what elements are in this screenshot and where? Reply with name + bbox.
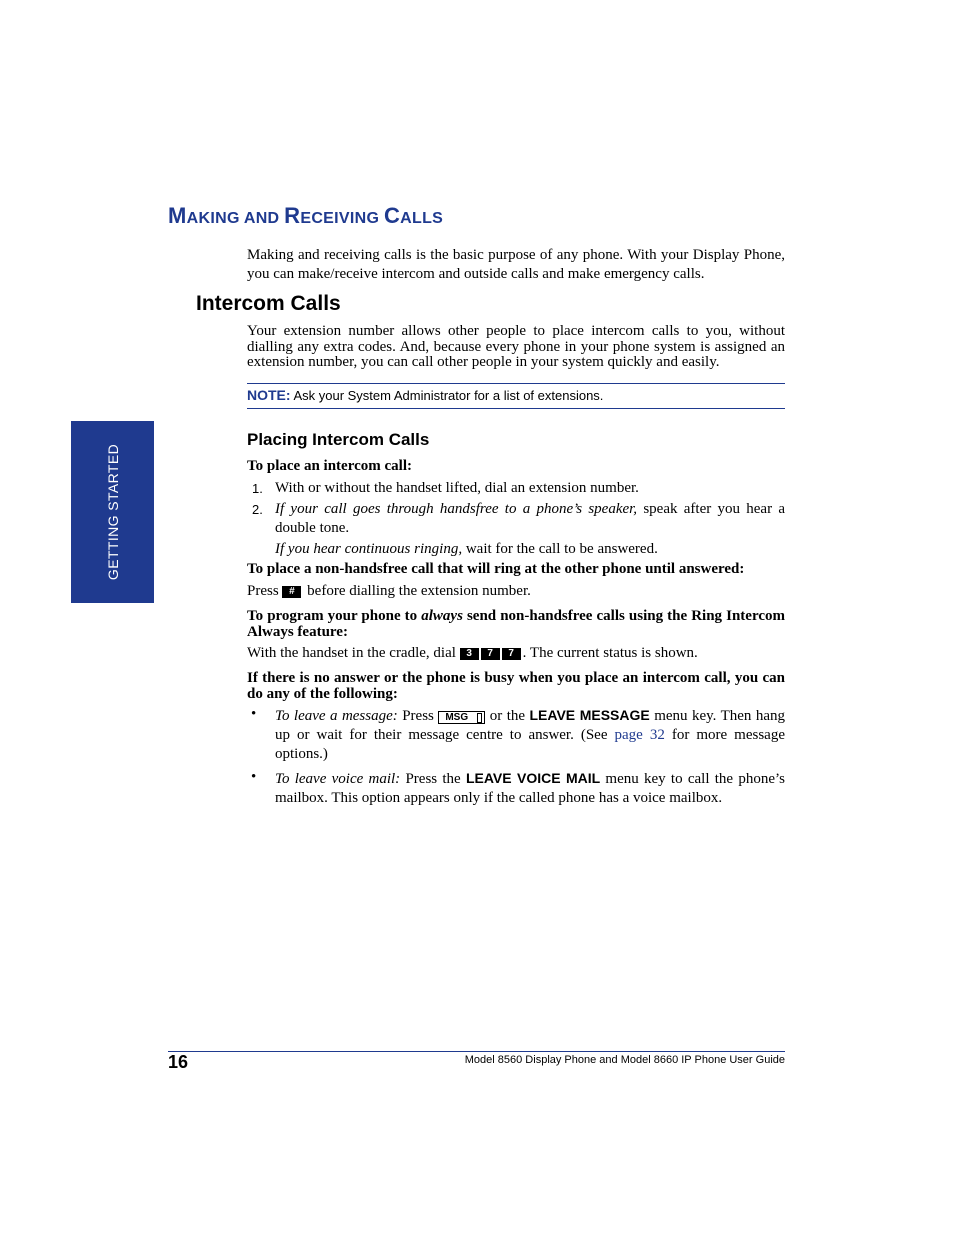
intercom-heading: Intercom Calls	[196, 292, 341, 315]
key-3-icon: 3	[460, 648, 479, 660]
placing-heading: Placing Intercom Calls	[247, 430, 430, 449]
press-hash-line: Press # before dialling the extension number.	[247, 583, 531, 599]
page-32-link[interactable]: page 32	[614, 727, 665, 743]
intercom-paragraph: Your extension number allows other people to place intercom calls to you, without dialling any extra codes. And, because every phone in your phone system is assigned an extension number, you can call other people in your system quickly and easily.	[247, 323, 785, 370]
step-2-continuation: If you hear continuous ringing, wait for the call to be answered.	[275, 541, 658, 557]
intro-paragraph: Making and receiving calls is the basic purpose of any phone. With your Display Phone, you can make/receive intercom and outside calls and make emergency calls.	[247, 247, 785, 282]
section-title: MAKING AND RECEIVING CALLS	[168, 203, 444, 228]
leave-voice-mail-menu-key: LEAVE VOICE MAIL	[465, 770, 601, 786]
leave-message-menu-key: LEAVE MESSAGE	[529, 707, 650, 723]
note-label: NOTE:	[247, 387, 291, 403]
step-1-text: With or without the handset lifted, dial an extension number.	[275, 480, 639, 496]
no-answer-label: If there is no answer or the phone is busy when you place an intercom call, you can do any of the following:	[247, 670, 785, 702]
step-2-number: 2.	[252, 502, 263, 517]
note-box	[247, 383, 785, 409]
msg-key-icon: MSG	[438, 711, 485, 724]
hash-key-icon: #	[282, 586, 301, 598]
bullet-2-text: To leave voice mail: Press the LEAVE VOICE MAIL menu key to call the phone’s mailbox. This option appears only if the called phone has a voice mailbox.	[275, 770, 785, 806]
bullet-marker: •	[251, 706, 257, 722]
footer-title: Model 8560 Display Phone and Model 8660 IP Phone User Guide	[464, 1054, 785, 1066]
note-text: Ask your System Administrator for a list of extensions.	[290, 388, 604, 403]
key-7-icon: 7	[502, 648, 521, 660]
program-label: To program your phone to always send non-handsfree calls using the Ring Intercom Always feature:	[247, 608, 785, 640]
side-tab	[71, 421, 154, 603]
key-7-icon: 7	[481, 648, 500, 660]
page-number: 16	[168, 1052, 189, 1072]
step-1-number: 1.	[252, 481, 263, 496]
footer-divider	[168, 1051, 785, 1052]
step-2-text: If your call goes through handsfree to a phone’s speaker, speak after you hear a double tone.	[275, 501, 785, 536]
to-place-label: To place an intercom call:	[247, 458, 412, 474]
non-handsfree-label: To place a non-handsfree call that will ring at the other phone until answered:	[247, 561, 745, 577]
side-tab-label: GETTING STARTED	[104, 443, 121, 581]
bullet-1-text: To leave a message: Press MSG or the LEAVE MESSAGE menu key. Then hang up or wait for their message centre to answer. (See page 32 for more message options.)	[275, 707, 785, 762]
bullet-marker: •	[251, 769, 257, 785]
handset-dial-line: With the handset in the cradle, dial 3 7 7 . The current status is shown.	[247, 645, 698, 661]
